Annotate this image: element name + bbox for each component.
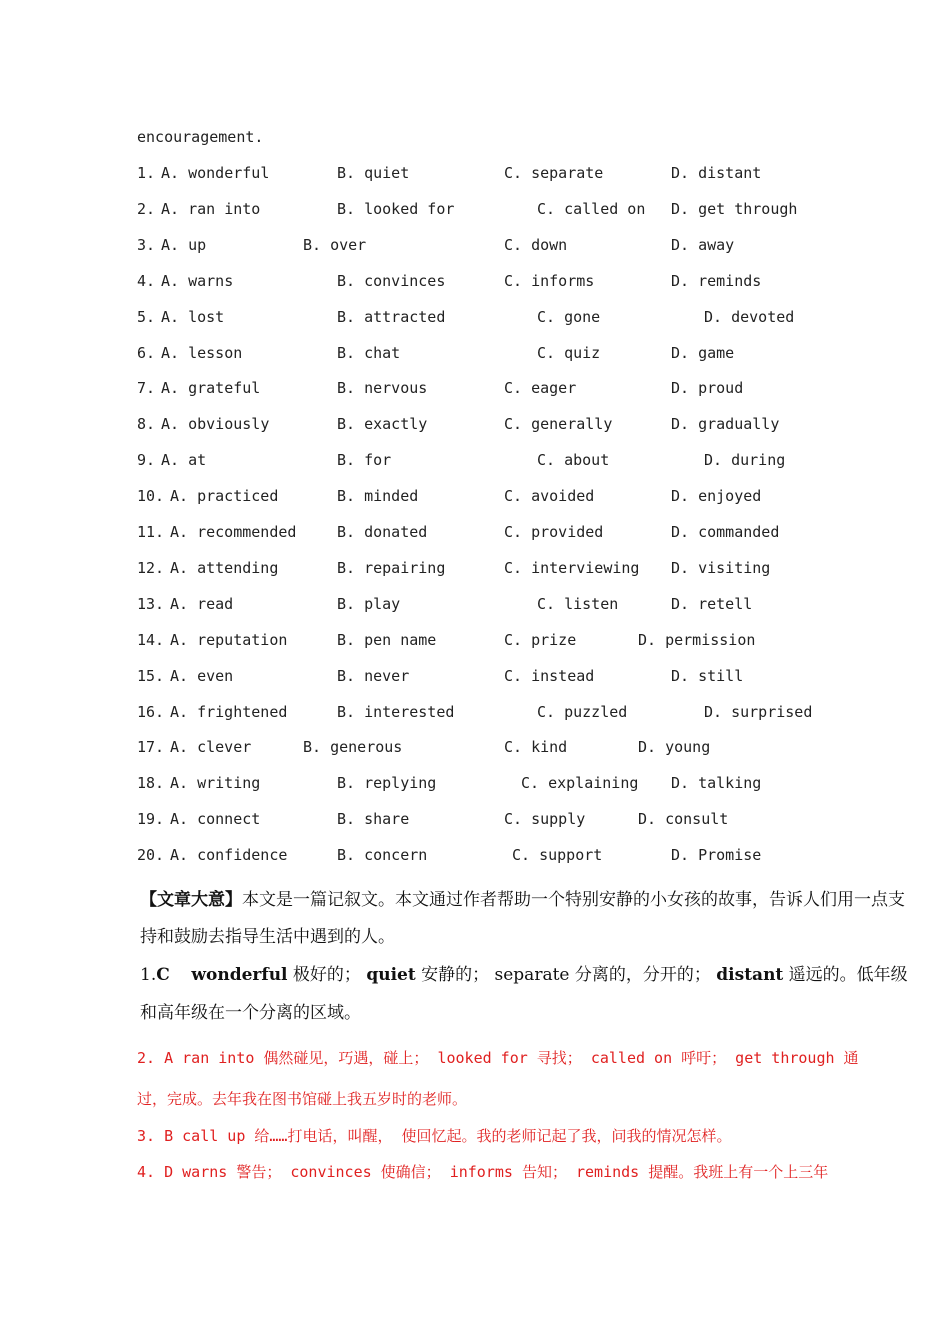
question-number: 16. bbox=[137, 702, 165, 721]
question-number: 7. bbox=[137, 379, 156, 398]
question-number: 10. bbox=[137, 487, 165, 506]
option-b: B. over bbox=[303, 235, 367, 254]
option-d: D. devoted bbox=[704, 307, 795, 326]
option-a: A. grateful bbox=[161, 379, 261, 398]
question-number: 20. bbox=[137, 846, 165, 865]
question-number: 18. bbox=[137, 774, 165, 793]
option-b: B. chat bbox=[337, 343, 401, 362]
answer-4: 4. D warns 警告； convinces 使确信； informs 告知； reminds 提醒。我班上有一个上三年 bbox=[137, 1163, 829, 1181]
option-b: B. play bbox=[337, 594, 401, 613]
option-b: B. looked for bbox=[337, 199, 455, 218]
option-b: B. interested bbox=[337, 702, 455, 721]
option-c: C. down bbox=[504, 235, 568, 254]
option-a: A. obviously bbox=[161, 415, 270, 434]
answer-1-num: 1. bbox=[140, 965, 157, 985]
option-a: A. reputation bbox=[170, 630, 288, 649]
option-a: A. up bbox=[161, 235, 207, 254]
option-b: B. generous bbox=[303, 738, 403, 757]
question-number: 11. bbox=[137, 523, 165, 541]
option-b: B. repairing bbox=[337, 558, 446, 577]
option-d: D. talking bbox=[671, 774, 762, 793]
option-b: B. replying bbox=[337, 774, 437, 793]
option-d: D. permission bbox=[638, 630, 756, 649]
option-b: B. exactly bbox=[337, 415, 428, 434]
answer-3: 3. B call up 给……打电话，叫醒， 使回忆起。我的老师记起了我，问我的情况怎样。 bbox=[137, 1127, 732, 1145]
option-d: D. consult bbox=[638, 810, 729, 829]
answer-1-meaning-1: 极好的； bbox=[287, 965, 367, 985]
question-number: 8. bbox=[137, 415, 156, 434]
option-c: C. about bbox=[537, 451, 610, 470]
option-d: D. reminds bbox=[671, 271, 762, 290]
option-b: B. never bbox=[337, 666, 410, 685]
question-number: 2. bbox=[137, 199, 156, 218]
option-c: C. provided bbox=[504, 523, 604, 541]
option-b: B. attracted bbox=[337, 307, 446, 326]
option-a: A. read bbox=[170, 594, 234, 613]
option-c: C. quiz bbox=[537, 343, 601, 362]
option-d: D. Promise bbox=[671, 846, 762, 865]
option-a: A. lost bbox=[161, 307, 225, 326]
option-c: C. support bbox=[512, 846, 603, 865]
summary-label: 【文章大意】 bbox=[140, 890, 242, 910]
answer-1-word-1: wonderful bbox=[191, 965, 288, 985]
answer-1-word-2: quiet bbox=[366, 965, 416, 985]
option-b: B. share bbox=[337, 810, 410, 829]
option-a: A. confidence bbox=[170, 846, 288, 865]
answer-2-line-1: 2. A ran into 偶然碰见，巧遇，碰上； looked for 寻找； called on 呼吁； get through 通 bbox=[137, 1049, 859, 1067]
option-d: D. distant bbox=[671, 164, 762, 182]
option-c: C. interviewing bbox=[504, 558, 640, 577]
question-number: 4. bbox=[137, 271, 156, 290]
question-number: 5. bbox=[137, 307, 156, 326]
question-number: 15. bbox=[137, 666, 165, 685]
option-b: B. minded bbox=[337, 487, 419, 506]
option-a: A. even bbox=[170, 666, 234, 685]
option-a: A. ran into bbox=[161, 199, 261, 218]
option-d: D. away bbox=[671, 235, 735, 254]
option-a: A. practiced bbox=[170, 487, 279, 506]
summary-text: 本文是一篇记叙文。本文通过作者帮助一个特别安静的小女孩的故事，告诉人们用一点支持和鼓励去指导生活中遇到的人。 bbox=[140, 890, 905, 947]
option-d: D. visiting bbox=[671, 558, 771, 577]
answer-1 bbox=[140, 956, 915, 1032]
option-b: B. pen name bbox=[337, 630, 437, 649]
answer-1-word-3: distant bbox=[716, 965, 784, 985]
option-c: C. called on bbox=[537, 199, 646, 218]
option-a: A. warns bbox=[161, 271, 234, 290]
option-d: D. proud bbox=[671, 379, 744, 398]
option-c: C. separate bbox=[504, 164, 604, 182]
option-c: C. puzzled bbox=[537, 702, 628, 721]
answer-1-meaning-3: 遥远的。低年级和高年级在一个分离的区域。 bbox=[140, 965, 908, 1023]
question-number: 12. bbox=[137, 558, 165, 577]
option-d: D. retell bbox=[671, 594, 753, 613]
option-b: B. nervous bbox=[337, 379, 428, 398]
option-c: C. eager bbox=[504, 379, 577, 398]
question-number: 19. bbox=[137, 810, 165, 829]
option-d: D. during bbox=[704, 451, 786, 470]
question-number: 17. bbox=[137, 738, 165, 757]
option-d: D. game bbox=[671, 343, 735, 362]
option-b: B. convinces bbox=[337, 271, 446, 290]
option-d: D. surprised bbox=[704, 702, 813, 721]
option-b: B. quiet bbox=[337, 164, 410, 182]
option-d: D. get through bbox=[671, 199, 798, 218]
option-a: A. at bbox=[161, 451, 207, 470]
option-a: A. lesson bbox=[161, 343, 243, 362]
option-c: C. generally bbox=[504, 415, 613, 434]
answer-1-letter: C bbox=[156, 965, 170, 985]
option-c: C. explaining bbox=[521, 774, 639, 793]
option-a: A. connect bbox=[170, 810, 261, 829]
option-d: D. young bbox=[638, 738, 711, 757]
option-a: A. writing bbox=[170, 774, 261, 793]
summary-paragraph bbox=[140, 882, 915, 956]
option-a: A. attending bbox=[170, 558, 279, 577]
option-b: B. donated bbox=[337, 523, 428, 541]
option-a: A. recommended bbox=[170, 523, 297, 541]
option-d: D. gradually bbox=[671, 415, 780, 434]
option-b: B. for bbox=[337, 451, 392, 470]
question-number: 9. bbox=[137, 451, 156, 470]
option-a: A. clever bbox=[170, 738, 252, 757]
question-number: 6. bbox=[137, 343, 156, 362]
option-c: C. listen bbox=[537, 594, 619, 613]
option-d: D. commanded bbox=[671, 523, 780, 541]
answer-2-line-2: 过，完成。去年我在图书馆碰上我五岁时的老师。 bbox=[137, 1090, 468, 1108]
option-a: A. frightened bbox=[170, 702, 288, 721]
option-d: D. enjoyed bbox=[671, 487, 762, 506]
option-c: C. kind bbox=[504, 738, 568, 757]
option-d: D. still bbox=[671, 666, 744, 685]
option-c: C. informs bbox=[504, 271, 595, 290]
option-c: C. avoided bbox=[504, 487, 595, 506]
intro-text: encouragement. bbox=[137, 128, 264, 146]
option-c: C. prize bbox=[504, 630, 577, 649]
answer-1-meaning-2: 安静的； separate 分离的，分开的； bbox=[415, 965, 717, 985]
option-b: B. concern bbox=[337, 846, 428, 865]
question-number: 3. bbox=[137, 235, 156, 254]
option-c: C. supply bbox=[504, 810, 586, 829]
question-number: 13. bbox=[137, 594, 165, 613]
option-a: A. wonderful bbox=[161, 164, 270, 182]
question-number: 14. bbox=[137, 630, 165, 649]
option-c: C. instead bbox=[504, 666, 595, 685]
option-c: C. gone bbox=[537, 307, 601, 326]
question-number: 1. bbox=[137, 164, 156, 182]
